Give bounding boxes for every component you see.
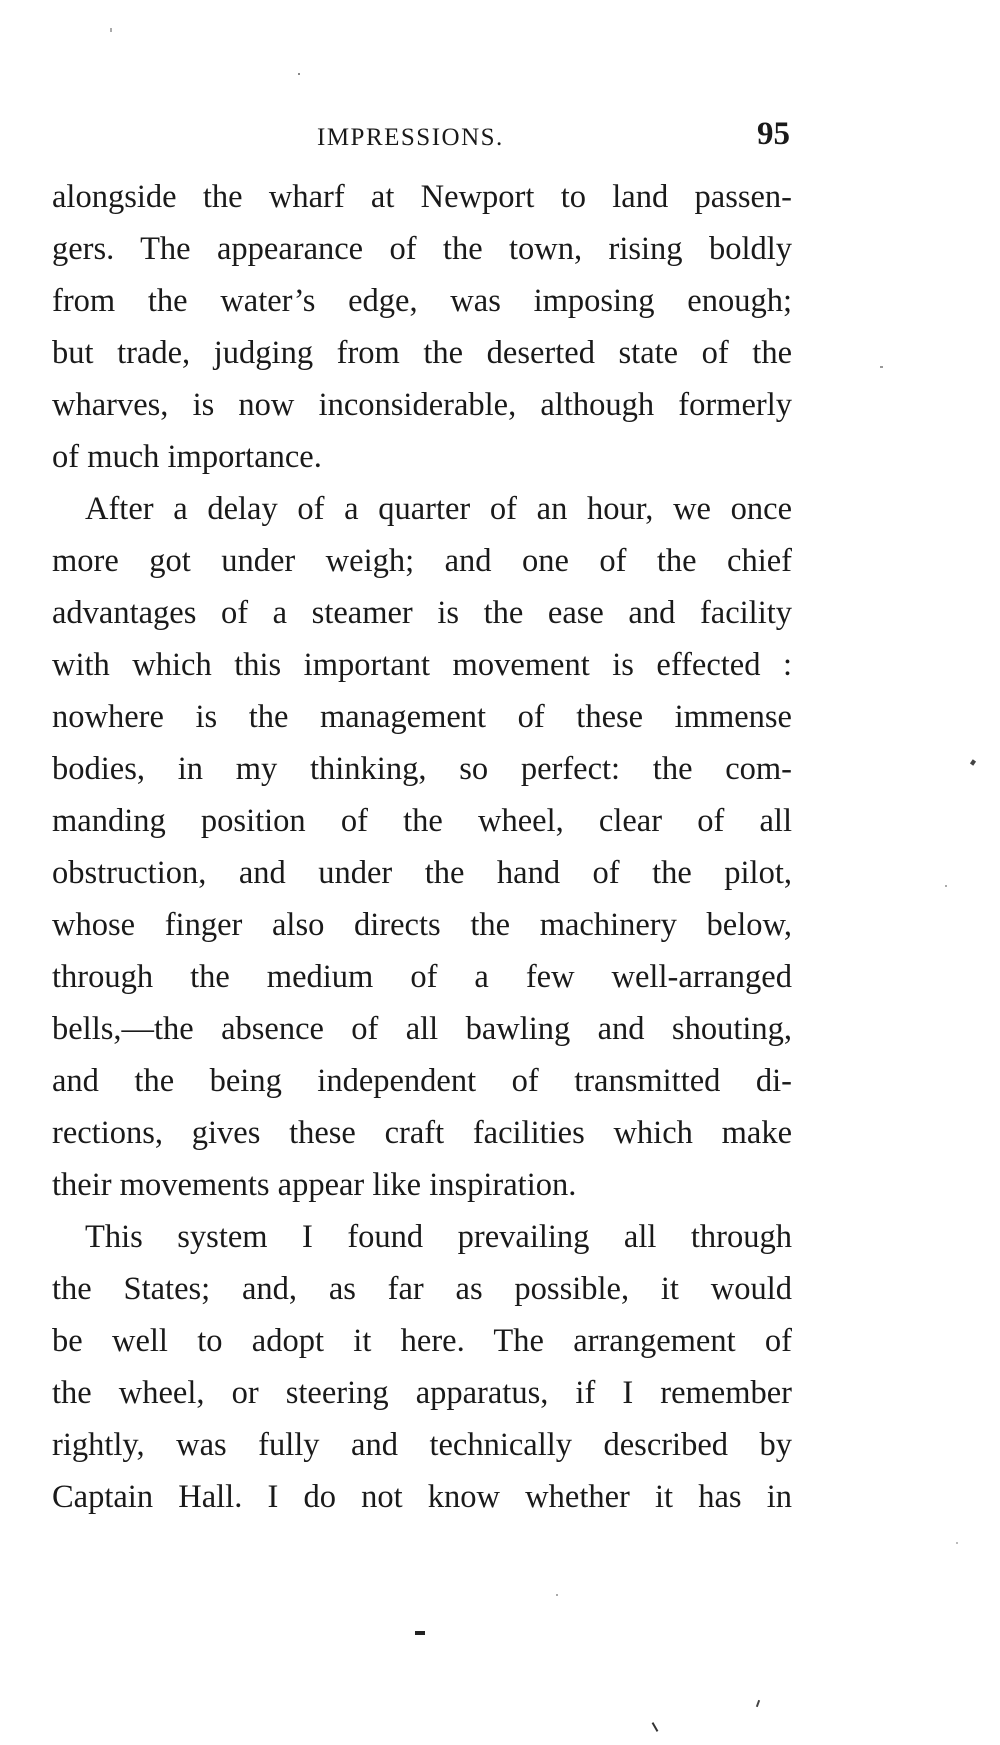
scan-speck: [945, 885, 947, 887]
scan-speck: [556, 1594, 558, 1596]
text-line: more got under weigh; and one of the chief: [52, 543, 792, 579]
scan-speck: [298, 73, 300, 75]
scan-speck: [956, 1542, 958, 1544]
text-line: the States; and, as far as possible, it would: [52, 1271, 792, 1307]
text-line: After a delay of a quarter of an hour, we once: [85, 491, 792, 527]
text-line: nowhere is the management of these immense: [52, 699, 792, 735]
scan-speck: [652, 1722, 659, 1732]
body-text: [52, 171, 792, 1523]
text-line: their movements appear like inspiration.: [52, 1167, 577, 1203]
running-head: IMPRESSIONS.: [317, 124, 504, 151]
text-line: alongside the wharf at Newport to land passen-: [52, 179, 792, 215]
text-line: wharves, is now inconsiderable, although formerly: [52, 387, 792, 423]
text-line: This system I found prevailing all through: [85, 1219, 792, 1255]
scan-speck: [880, 366, 883, 368]
text-line: of much importance.: [52, 439, 322, 475]
text-line: manding position of the wheel, clear of all: [52, 803, 792, 839]
scan-speck: [756, 1700, 760, 1707]
text-line: Captain Hall. I do not know whether it has in: [52, 1479, 792, 1515]
text-line: be well to adopt it here. The arrangement of: [52, 1323, 792, 1359]
text-line: rections, gives these craft facilities which make: [52, 1115, 792, 1151]
text-line: with which this important movement is effected :: [52, 647, 792, 683]
text-line: bells,—the absence of all bawling and shouting,: [52, 1011, 792, 1047]
scan-speck: [970, 759, 976, 765]
page-header: [52, 118, 790, 158]
text-line: the wheel, or steering apparatus, if I remember: [52, 1375, 792, 1411]
text-line: bodies, in my thinking, so perfect: the com-: [52, 751, 792, 787]
text-line: from the water’s edge, was imposing enough;: [52, 283, 792, 319]
text-line: whose finger also directs the machinery below,: [52, 907, 792, 943]
text-line: through the medium of a few well-arranged: [52, 959, 792, 995]
scan-speck: [415, 1631, 425, 1635]
text-line: obstruction, and under the hand of the pilot,: [52, 855, 792, 891]
page-number: 95: [757, 116, 790, 152]
text-line: and the being independent of transmitted di-: [52, 1063, 792, 1099]
text-line: but trade, judging from the deserted state of the: [52, 335, 792, 371]
text-line: rightly, was fully and technically described by: [52, 1427, 792, 1463]
text-line: gers. The appearance of the town, rising boldly: [52, 231, 792, 267]
text-line: advantages of a steamer is the ease and facility: [52, 595, 792, 631]
scan-speck: [110, 28, 112, 32]
